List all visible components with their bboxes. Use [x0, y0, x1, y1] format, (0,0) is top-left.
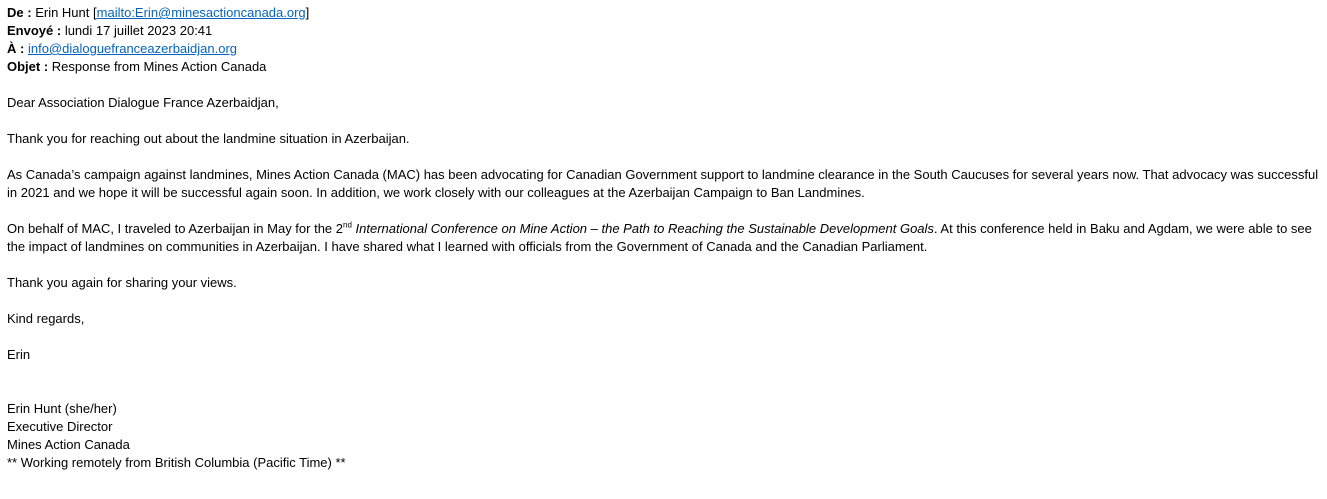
conference-detail: . At this conference held in Baku and Agdam, we were able to see the impact of landmines on communities in Azerbaijan. I have shared what I learned with officials from the Government of Canada and the Canadian Parliament. [7, 221, 1312, 254]
sign-off-name: Erin [7, 347, 31, 362]
sent-line [7, 22, 1320, 40]
from-name: Erin Hunt [35, 5, 90, 20]
sent-value: lundi 17 juillet 2023 20:41 [64, 23, 213, 38]
signature-block [7, 400, 1320, 472]
email-message [7, 4, 1320, 472]
subject-line [7, 58, 1320, 76]
ordinal-superscript: nd [343, 220, 352, 230]
to-line [7, 40, 1320, 58]
to-label: À : [7, 41, 25, 56]
paragraph-conference [7, 220, 1320, 256]
signature-org: Mines Action Canada [7, 437, 130, 452]
signature-note: ** Working remotely from British Columbia (Pacific Time) ** [7, 455, 346, 470]
subject-value: Response from Mines Action Canada [51, 59, 267, 74]
from-open-bracket: [ [93, 5, 97, 20]
signature-name: Erin Hunt (she/her) [7, 401, 117, 416]
greeting: Dear Association Dialogue France Azerbaidjan, [7, 95, 279, 110]
conference-title: International Conference on Mine Action – the Path to Reaching the Sustainable Development Goals [351, 221, 934, 236]
from-line [7, 4, 1320, 22]
from-email-link[interactable]: mailto:Erin@minesactioncanada.org [96, 5, 306, 20]
sent-label: Envoyé : [7, 23, 62, 38]
from-close-bracket: ] [305, 5, 310, 20]
from-label: De : [7, 5, 32, 20]
paragraph-advocacy: As Canada’s campaign against landmines, Mines Action Canada (MAC) has been advocating for Canadian Government support to landmine clearance in the South Caucuses for several years now. That advocacy was successful in 2021 and we hope it will be successful again soon. In addition, we work closely with our colleagues at the Azerbaijan Campaign to Ban Landmines. [7, 167, 1319, 200]
paragraph-thanks-again: Thank you again for sharing your views. [7, 275, 237, 290]
signature-title: Executive Director [7, 419, 113, 434]
closing: Kind regards, [7, 311, 85, 326]
conference-intro: On behalf of MAC, I traveled to Azerbaijan in May for the 2 [7, 221, 344, 236]
paragraph-thanks: Thank you for reaching out about the landmine situation in Azerbaijan. [7, 131, 410, 146]
to-email-link[interactable]: info@dialoguefranceazerbaidjan.org [27, 41, 238, 56]
subject-label: Objet : [7, 59, 49, 74]
